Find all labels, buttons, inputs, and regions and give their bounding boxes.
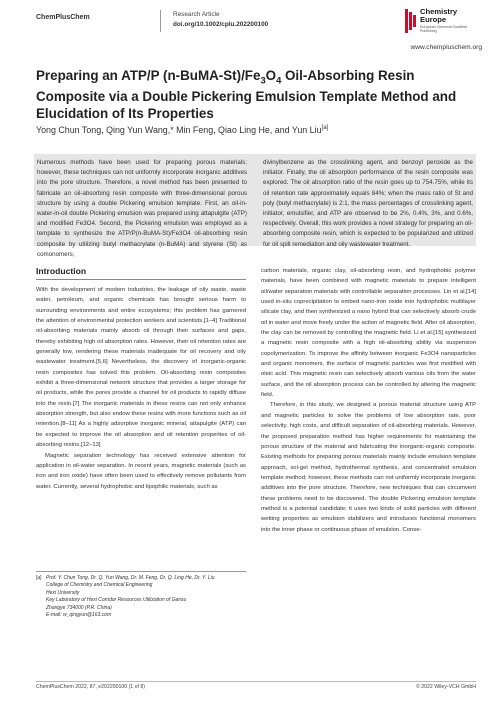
section-heading-rule — [36, 279, 246, 280]
affiliation-college: College of Chemistry and Chemical Engineering — [46, 582, 153, 589]
article-title — [36, 68, 476, 122]
footer-rule — [36, 681, 476, 682]
title-part-c: Oil-Absorbing Resin Composite via a Double Pickering Emulsion Template Method and Elucidation of Its Properties — [36, 68, 457, 121]
intro-paragraph-4: Therefore, in this study, we designed a porous material structure using ATP and magnetic particles to solve the problems of low absorption rate, poor selectivity, high costs, and difficult separation of oil-absorbing materials. However, the proposed preparation method has higher requirements for maintaining the porous structure of the material and fabricating the inorganic-organic composite. Existing methods for preparing porous materials mainly include emulsion template approach, sol-gel method, hydrothermal synthesis, and concentrated emulsion template method; however, these methods can not uniformly incorporate inorganic additives into the pore structure. Therefore, new techniques that can circumvent these problems need to be discovered. The double Pickering emulsion template method is a potential candidate; it uses two kinds of solid particles with different wetting properties as emulsion stabilizers and introduces functional monomers into the inner phase or continuous phase of emulsion. Conse- — [261, 402, 476, 533]
section-heading-introduction: Introduction — [36, 266, 87, 276]
article-type: Research Article — [173, 11, 220, 18]
affiliation-names: Prof. Y. Chun Tong, Dr. Q. Yun Wang, Dr. M. Feng, Dr. Q. Ling He, Dr. Y. Liu — [46, 575, 215, 581]
journal-website-link[interactable]: www.chempluschem.org — [410, 44, 482, 51]
intro-paragraph-3: carbon materials, organic clay, oil-absorbing resin, and hydrophobic polymer materials, have been combined with magnetic materials to prepare intelligent oil/water separation materials with controllable separation processes. Lin et al.[14] used in-situ coprecipitation to embed nano-iron oxide into hydrophobic multilayer silicate clay, and then synthesized a nano hybrid that can selectively absorb crude oil in water and move freely under the action of magnetic field. After oil absorption, the clay can be removed by controlling the magnetic field. Li et al.[15] synthesized a magnetic resin composite with a high oil-absorbing ability via suspension copolymerization. To improve the affinity between inorganic Fe3O4 nanoparticles and organic monomers, the surface of magnetic particles was first modified with oleic acid. This magnetic resin can selectively absorb various oils from the water surface, and the oil absorption process can be controlled by altering the magnetic field. — [261, 268, 476, 399]
affiliation-block — [36, 575, 246, 619]
logo-subtext: European Chemical Societies Publishing — [420, 25, 468, 34]
author-list — [36, 124, 476, 135]
intro-paragraph-1: With the development of modern industries, the leakage of oily waste, waste water, petroleum, and organic chemicals has brought serious harm to surrounding environments and entire ecosystems; this problem has garnered the attention of environmental protection workers and scientists.[1–4] Traditional oil-absorbing materials mainly absorb oil through their surfaces and gaps, thereby exhibiting high oil absorption rates. However, their oil retention rates are generally low, rendering these materials inadequate for oil recovery and oily wastewater treatment.[5,6] Nevertheless, the discovery of inorganic-organic resin composites has solved this problem. Oil-absorbing resin composites exhibit a three-dimensional network structure that provides a larger storage for oil products, while the pores provide a channel for oil products to rapidly diffuse into the resin.[7] The inorganic materials in these resins can not only enhance absorption strength, but also endow these resins with more functions such as oil retention.[8–11] As a highly adsorptive inorganic mineral, attapulgite (ATP) can be expected to improve the oil absorption and oil retention properties of oil-absorbing resins.[12–13] — [36, 287, 246, 449]
affiliation-label: [a] — [36, 575, 42, 581]
title-subscript-4: 4 — [276, 75, 282, 86]
abstract-box — [34, 154, 476, 258]
abstract-left-column: Numerous methods have been used for preparing porous materials; however, these techniques can not uniformly incorporate inorganic additives into the pore structure. Therefore, a novel method has been presented to fabricate an oil-absorbing resin composite with three-dimensional porous structure by using a double Pickering emulsion template. First, an oil-in-water-in-oil double Pickering emulsion was prepared using attapulgite (ATP) and modified Fe3O4. Second, the Pickering emulsion was employed as a template to synthesize the ATP/P(n-BuMA-St)/Fe3O4 oil-absorbing resin composite by utilizing butyl methacrylate (n-BuMA) and styrene (St) as comonomers, — [37, 159, 247, 258]
chemistry-europe-logo-icon — [404, 8, 418, 34]
title-subscript-3: 3 — [260, 75, 266, 86]
doi-link[interactable]: doi.org/10.1002/cplu.202200100 — [173, 21, 269, 28]
affiliation-address: Zhangye 734000 (P.R. China) — [46, 604, 112, 611]
title-part-a: Preparing an ATP/P (n-BuMA-St)/Fe — [36, 68, 261, 83]
title-part-b: O — [265, 68, 277, 83]
logo-text-chemistry: Chemistry — [420, 7, 458, 16]
author-names: Yong Chun Tong, Qing Yun Wang,* Min Feng, Qiao Ling He, and Yun Liu — [36, 124, 322, 135]
affiliation-university: Hexi University — [46, 589, 80, 596]
author-affiliation-marker[interactable]: [a] — [321, 124, 329, 131]
intro-paragraph-2: Magnetic separation technology has received extensive attention for application in oil-water separation. In recent years, magnetic materials (such as iron and iron oxide) have often been used to effectively remove pollutants from water. Currently, several hydrophobic and lipophilic materials, such as — [36, 452, 246, 490]
chemistry-europe-logo[interactable] — [404, 6, 482, 40]
affiliation-lab: Key Laboratory of Hexi Corridor Resources Utilization of Gansu — [46, 597, 187, 604]
footer-copyright: © 2022 Wiley-VCH GmbH — [415, 684, 476, 690]
body-right-column — [261, 266, 476, 535]
logo-text-europe: Europe — [420, 15, 447, 24]
body-left-column — [36, 285, 246, 492]
abstract-right-column: divinylbenzene as the crosslinking agent, and benzoyl peroxide as the initiator. Finally, the oil absorption performance of the resin composite was explored. The oil absorption ratio of the resin goes up to 754.75%, while its oil retention rate approximately equals 84%; when the mass ratio of St and poly (butyl methacrylate) is 2:1, the mass percentages of crosslinking agent, initiator, emulsifier, and ATP are observed to be 2%, 0.4%, 3%, and 0.6%, respectively. Overall, this work provides a novel strategy for preparing an oil-absorbing composite resin, which is expected to be popularized and utilized for oil spill remediation and oily wastewater treatment. — [263, 159, 473, 248]
header-divider — [160, 10, 161, 32]
footer-citation: ChemPlusChem 2022, 87, e202200100 (1 of 8) — [36, 684, 146, 690]
affiliation-rule — [36, 571, 246, 572]
journal-name: ChemPlusChem — [36, 14, 90, 21]
affiliation-email[interactable]: E-mail: w_qingyun@163.com — [46, 612, 112, 619]
